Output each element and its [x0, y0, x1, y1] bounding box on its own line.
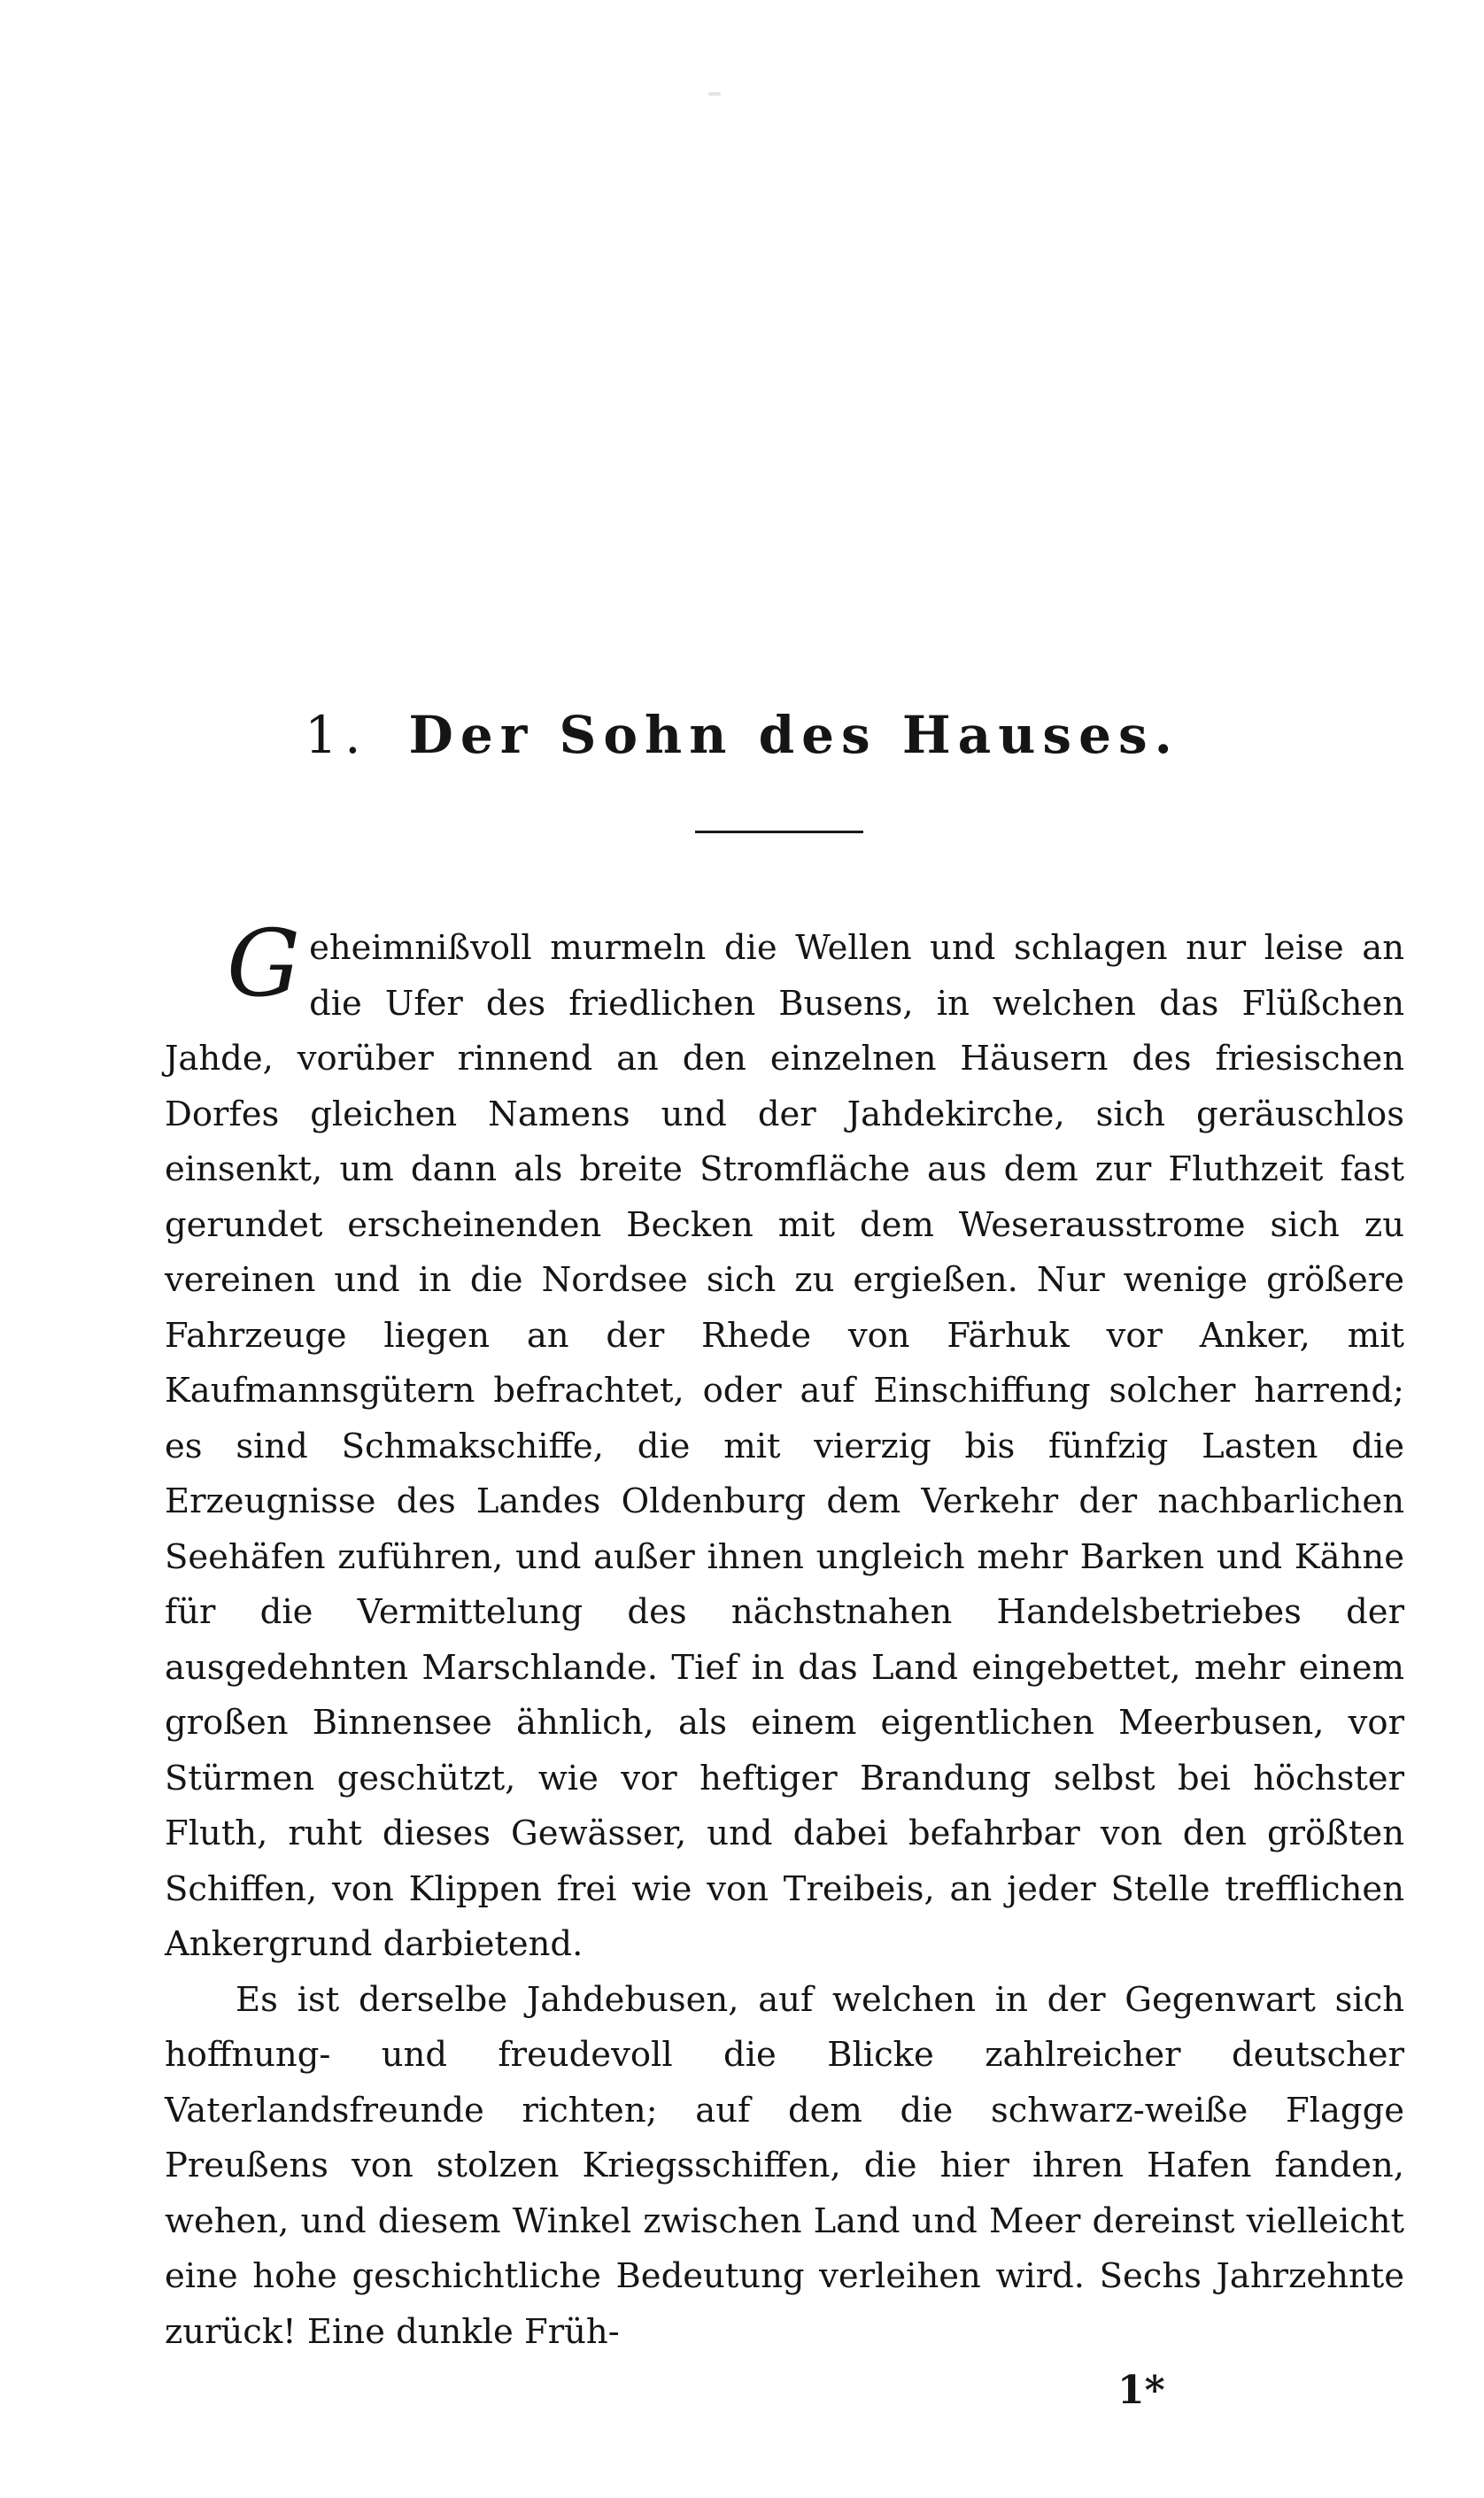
paragraph-1-text: eheimnißvoll murmeln die Wellen und schlagen nur leise an die Ufer des friedlichen Busens, in welchen das Flüßchen Jahde, vorüber rinnend an den einzelnen Häusern des friesischen Dorfes gleichen Namens und der Jahdekirche, sich geräuschlos einsenkt, um dann als breite Stromfläche aus dem zur Fluthzeit fast gerundet erscheinenden Becken mit dem Weserausstrome sich zu vereinen und in die Nordsee sich zu ergießen. Nur wenige größere Fahrzeuge liegen an der Rhede von Färhuk vor Anker, mit Kaufmannsgütern befrachtet, oder auf Einschiffung solcher harrend; es sind Schmakschiffe, die mit vierzig bis fünfzig Lasten die Erzeugnisse des Landes Oldenburg dem Verkehr der nachbarlichen Seehäfen zuführen, und außer ihnen ungleich mehr Barken und Kähne für die Vermittelung des nächstnahen Handelsbetriebes der ausgedehnten Marschlande. Tief in das Land eingebettet, mehr einem großen Binnensee ähnlich, als einem eigentlichen Meerbusen, vor Stürmen geschützt, wie vor heftiger Brandung selbst bei höchster Fluth, ruht dieses Gewässer, und dabei befahrbar von den größten Schiffen, von Klippen frei wie von Treibeis, an jeder Stelle trefflichen Ankergrund darbietend. [165, 928, 1404, 1964]
paper-speck [708, 92, 721, 96]
printer-signature-mark: 1* [1117, 2368, 1165, 2413]
paragraph-1 [165, 909, 1404, 1973]
chapter-heading [0, 700, 1484, 770]
chapter-title: Der Sohn des Hauses. [408, 705, 1179, 765]
title-divider [695, 831, 863, 833]
drop-cap: G [227, 909, 301, 1017]
chapter-body [165, 909, 1404, 2360]
chapter-number: 1. [305, 705, 368, 765]
paragraph-2: Es ist derselbe Jahdebusen, auf welchen in der Gegenwart sich hoffnung- und freudevoll die Blicke zahlreicher deutscher Vaterlandsfreunde richten; auf dem die schwarz-weiße Flagge Preußens von stolzen Kriegsschiffen, die hier ihren Hafen fanden, wehen, und diesem Winkel zwischen Land und Meer dereinst vielleicht eine hohe geschichtliche Bedeutung verleihen wird. Sechs Jahrzehnte zurück! Eine dunkle Früh- [165, 1979, 1404, 2352]
